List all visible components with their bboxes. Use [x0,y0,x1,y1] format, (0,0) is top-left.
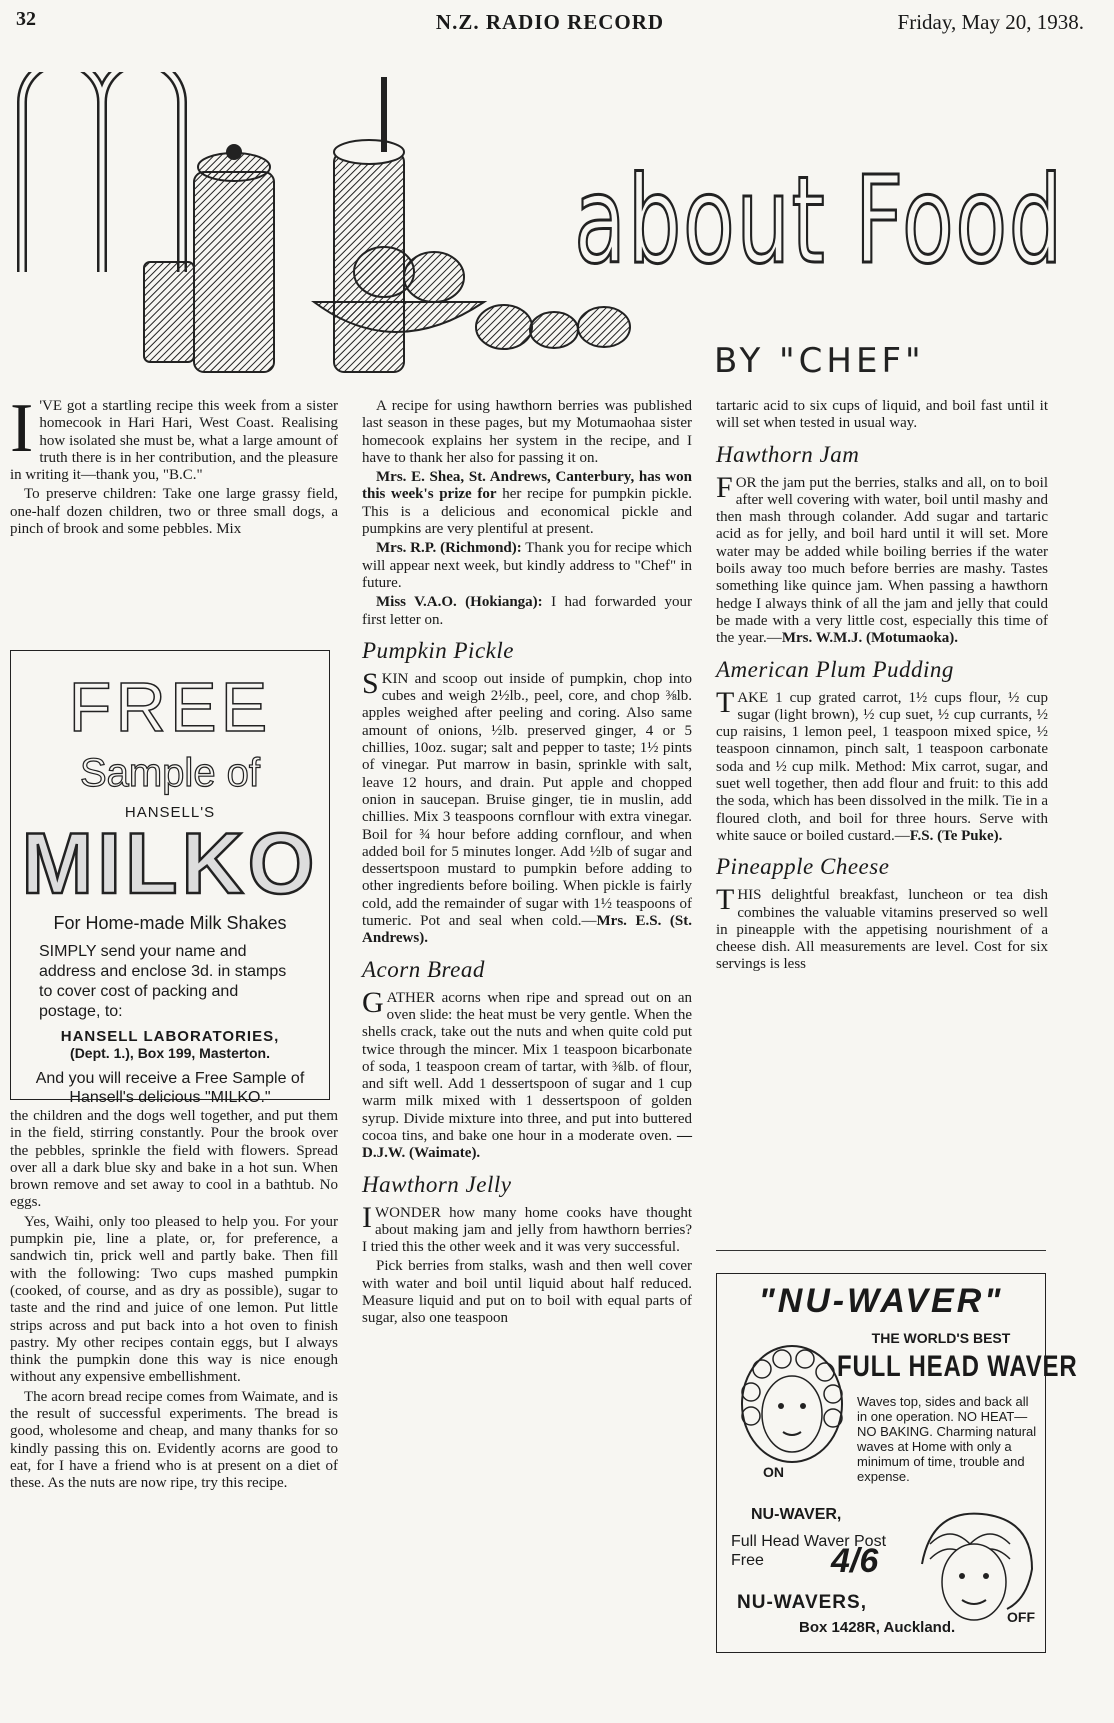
dropcap: T [716,883,735,917]
ad-brand: HANSELL'S [124,804,216,821]
dropcap: G [362,985,384,1019]
paragraph: Yes, Waihi, only too pleased to help you. For your pumpkin pie, line a plate, or, for preference, a sandwich tin, prick well and partly bake. Then fill with the following: Two cups mashed pumpkin (cooked, of course, and as dry as possible), sugar to taste and the rind and juice of one lemon. Put little strips across and put back into a hot oven to finish pastry. My other recipes contain eggs, but I always think the pumpkin done this way is nice enough without any expensive embellishment. [10,1213,338,1386]
banner-illustration [14,72,1074,390]
column-3 [716,398,1048,976]
ad-sub: Full Head Waver Post Free [731,1533,887,1569]
recipe-heading: Hawthorn Jelly [362,1171,512,1197]
recipe-body: GATHER acorns when ripe and spread out on an oven slide: the heat must be very gentle. When the shells crack, take out the nuts and when quite cold put twice through the mincer. Mix 1 teaspoon bicarbonate of soda, 1 teaspoon cream of tartar, with ⅜lb. of flour, and sift well. Add 1 dessertspoon of sugar and 1 cup warm milk mixed with 1 dessertspoon of golden syrup. Divide mixture into three, and put into buttered cocoa tins, and bake one hour in a moderate oven. —D.J.W. (Waimate). [362,985,692,1162]
ad-body: Waves top, sides and back all in one operation. NO HEAT—NO BAKING. Charming natural waves at Home with only a minimum of time, trouble and expense. [857,1394,1037,1484]
column-2 [362,398,692,1330]
reply-paragraph: Miss V.A.O. (Hokianga): I had forwarded your first letter on. [362,594,693,628]
column-1 [10,390,338,540]
ad-address: (Dept. 1.), Box 199, Masterton. [70,1045,270,1061]
banner-byline: BY "CHEF" [714,341,925,381]
paragraph: Pick berries from stalks, wash and then well cover with water and boil until liquid about half reduced. Measure liquid and put on to boil with equal parts of sugar, also one teaspoon [362,1258,692,1327]
column-rule [716,1250,1046,1251]
masthead [16,8,1084,38]
banner-title-text: about Food [574,152,1064,291]
paper-title: N.Z. RADIO RECORD [435,10,665,34]
dropcap: T [716,685,735,719]
dropcap: S [362,666,379,700]
column-1-continued [10,1108,338,1495]
dropcap: I [362,1200,372,1234]
nuwaver-advertisement [716,1273,1078,1653]
reply-name: Mrs. R.P. (Richmond): [376,540,522,557]
winner-paragraph: Mrs. E. Shea, St. Andrews, Canterbury, has won this week's prize for her recipe for pumpkin pickle. This is a delicious and economical pickle and pumpkins are very plentiful at present. [362,469,692,538]
paragraph: A recipe for using hawthorn berries was published last season in these pages, but my Motumaohaa sister homecook explains her system in the recipe, and I have to thank her also for passing it on. [362,398,692,466]
ad-title: "NU-WAVER" [758,1282,1004,1320]
recipe-body: IWONDER how many home cooks have thought about making jam and jelly from hawthorn berries? I tried this the other week and it was very successful. [362,1200,692,1256]
banner [14,72,1074,390]
reply-paragraph: Mrs. R.P. (Richmond): Thank you for recipe which will appear next week, but kindly address to "Chef" in future. [362,540,692,591]
recipe-heading: American Plum Pudding [716,656,954,682]
paragraph: To preserve children: Take one large grassy field, one-half dozen children, two or three small dogs, a pinch of brook and some pebbles. Mix [10,486,338,538]
recipe-heading: Acorn Bread [362,956,485,982]
can-icon [144,262,194,362]
ad-company: HANSELL LABORATORIES, [60,1028,280,1045]
ad-on-label: ON [763,1464,784,1480]
ad-address: Box 1428R, Auckland. [799,1619,956,1636]
reply-name: Miss V.A.O. (Hokianga): [376,594,543,611]
ad-headline: FULL HEAD WAVER [837,1350,1078,1383]
ad-receive: And you will receive a Free Sample of Hansell's delicious "MILKO." [35,1070,305,1106]
recipe-body: THIS delightful breakfast, luncheon or tea dish combines the valuable vitamins preserved so well in pineapple with the appetising nourishment of a cheese dish. All measurements are level. Cost for six servings is less [716,883,1048,973]
recipe-heading: Pineapple Cheese [716,854,890,880]
winner-name: Mrs. E. Shea, St. Andrews, Canterbury, has won this week's prize for [362,469,692,503]
ad-price: 4/6 [831,1542,879,1580]
paragraph: the children and the dogs well together, and put them in the field, stirring constantly. Pour the brook over the pebbles, sprinkle the field with flowers. Spread over all a dark blue sky and bake in a hot sun. When brown remove and set away to cool in a bathtub. No eggs. [10,1108,338,1211]
ad-company: NU-WAVERS, [737,1592,867,1613]
recipe-body: TAKE 1 cup grated carrot, 1½ cups flour, ½ cup sugar (light brown), ½ cup suet, ½ cup currants, ½ cup raisins, 1 lemon peel, 1 teaspoon mixed spice, ½ teaspoon cinnamon, pinch salt, 1 teaspoon carbonate soda and ½ cup milk. Method: Mix carrot, sugar, and suet well together, then add flour and fruit: to this add the soda, which has been dissolved in the milk. Tie in a floured cloth, and boil for three hours. Serve with white sauce or boiled custard.—F.S. (Te Puke). [716,685,1048,844]
ad-worlds-best: THE WORLD'S BEST [871,1330,1011,1346]
paragraph: tartaric acid to six cups of liquid, and boil fast until it will set when tested in usual way. [716,398,1048,432]
issue-date: Friday, May 20, 1938. [897,10,1084,34]
intro-dropcap: I [10,390,34,467]
ad-off-label: OFF [1007,1609,1035,1625]
page-number: 32 [16,8,36,30]
ad-body: SIMPLY send your name and address and enclose 3d. in stamps to cover cost of packing and postage, to: [39,943,287,1020]
recipe-heading: Pumpkin Pickle [362,637,514,663]
jar-icon [194,144,274,372]
ad-product-name: NU-WAVER, [751,1506,842,1523]
ad-sample-of: Sample of [79,751,261,795]
woman-with-curlers-icon [727,1334,857,1484]
recipe-body: FOR the jam put the berries, stalks and all, on to boil after well covering with water, boil until mashy and then mash through colander. Add sugar and tartaric acid as for jelly, and boil hard until it will set. More water may be added while boiling berries if the water boils away too much before berries are mashy. Tastes something like quince jam. When passing a hawthorn hedge I always think of all the jam and jelly that could be made with a very little cost, especially this time of the year.—Mrs. W.M.J. (Motumaoka). [716,470,1048,647]
recipe-body: SKIN and scoop out inside of pumpkin, chop into cubes and weigh 2½lb., peel, core, and chop ⅜lb. apples weighed after peeling and coring. Also same amount of onions, ½lb. preserved ginger, 4 or 5 chillies, 10oz. sugar; salt and pepper to taste; 1½ pints of vinegar. Put marrow in basin, sprinkle with salt, leave 12 hours, and drain. Put apple and chopped onion in saucepan. Bruise ginger, tie in muslin, add chillies. Mix 3 teaspoons cornflour with extra vinegar. Boil for ¾ hour before adding cornflour, and when added boil for 5 minutes longer. Add ½lb of sugar and dessertspoon mustard to pumpkin before adding to other ingredients before boiling. When pickle is fairly cold, add the remainder of sugar with 1½ teaspoons of tumeric. Pot and seal when cold.—Mrs. E.S. (St. Andrews). [362,666,692,947]
intro-paragraph: I 'VE got a startling recipe this week from a sister homecook in Hari Hari, West Coast. Realising how isolated she must be, what a large amount of truth there is in her contribution, and the pleasure in writing it—thank you, "B.C." [10,390,338,484]
ad-free-heading: FREE [68,668,272,746]
ad-tagline: For Home-made Milk Shakes [53,913,287,933]
recipe-heading: Hawthorn Jam [716,441,860,467]
paragraph: The acorn bread recipe comes from Waimate, and is the result of successful experiments. The bread is good, wholesome and cheap, and many thanks for so kindly passing this on. Evidently acorns are good to eat, for I have a friend who is at present on a diet of these. As the nuts are now ripe, try this recipe. [10,1388,338,1492]
dropcap: F [716,470,733,504]
milko-advertisement [10,650,330,1106]
ad-product-name: MILKO [21,816,319,912]
